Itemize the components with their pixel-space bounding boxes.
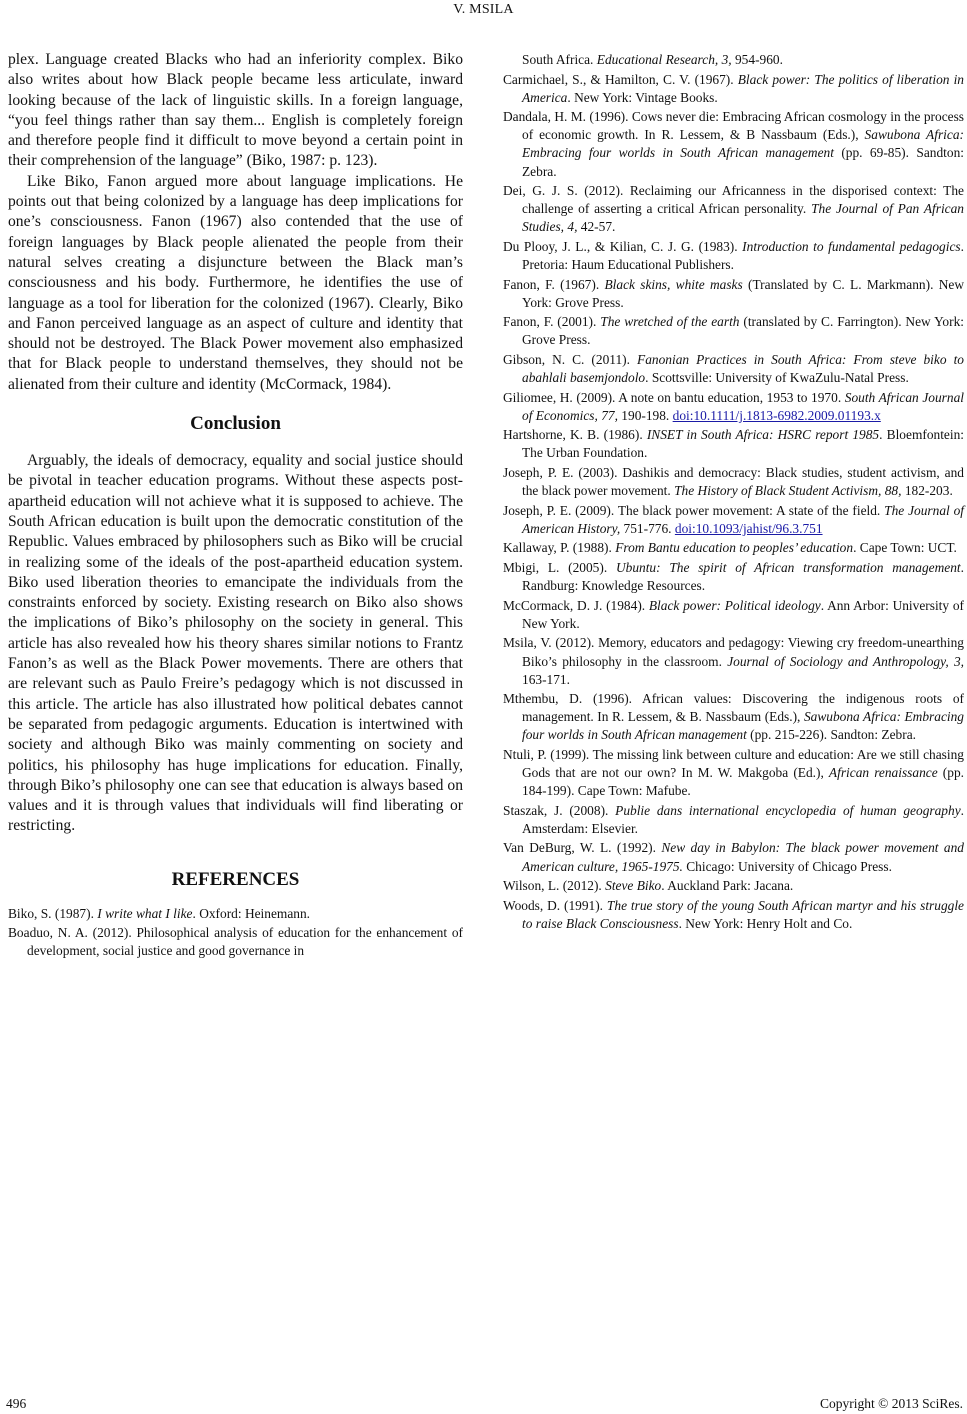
reference-text: (pp. 69-85). Sandton: Zebra.: [522, 145, 964, 179]
reference-title: The true story of the young South African martyr and his struggle to raise Black Consciousness: [522, 897, 964, 931]
reference-title: Educational Research, 3,: [596, 52, 732, 67]
reference-entry: [503, 313, 964, 349]
reference-entry: [503, 690, 964, 744]
reference-entry: [503, 426, 964, 462]
reference-title: Introduction to fundamental pedagogics: [742, 238, 961, 254]
reference-text: Ntuli, P. (1999). The missing link between culture and education: Are we still chasing Gods that are not our own? In M. W. Makgoba (Ed.),: [503, 746, 964, 781]
reference-title: The Journal of American History,: [522, 502, 964, 536]
body-paragraph: Like Biko, Fanon argued more about language implications. He points out that being colonized by a language has deep implications for one’s consciousness. Fanon (1967) also contended that the use of foreign languages by Black people alienated the people from their natural selves creating a disjuncture between the Black man’s consciousness and his body. Furthermore, he identifies the use of language as a tool for liberation for the colonized (1967). Clearly, Biko and Fanon perceived language as an aspect of culture and identity that should not be destroyed. The Black Power movement also emphasized that for Black people to understand themselves, they should not be alienated from their culture and identity (McCormack, 1984).: [8, 172, 463, 393]
reference-text: Mthembu, D. (1996). African values: Discovering the indigenous roots of management. In R. Lessem, & B. Nassbaum (Eds.),: [503, 691, 964, 725]
reference-title: Journal of Sociology and Anthropology, 3,: [727, 653, 964, 669]
reference-entry: [503, 71, 964, 107]
reference-text: Hartshorne, K. B. (1986).: [503, 427, 647, 443]
reference-entry: [503, 802, 964, 838]
reference-text: South Africa.: [522, 52, 597, 67]
reference-title: I write what I like: [97, 905, 193, 921]
reference-text: Fanon, F. (1967).: [503, 276, 605, 292]
reference-text: 954-960.: [731, 52, 783, 67]
reference-text: Staszak, J. (2008).: [503, 802, 616, 818]
reference-text: . Cape Town: UCT.: [853, 540, 957, 556]
reference-text: Joseph, P. E. (2003). Dashikis and democracy: Black studies, student activism, and the black power movement.: [503, 465, 964, 499]
reference-text: Giliomee, H. (2009). A note on bantu education, 1953 to 1970.: [503, 389, 845, 405]
reference-title: Fanonian Practices in South Africa: From steve biko to abahlali basemjondolo: [522, 352, 964, 386]
reference-title: Ubuntu: The spirit of African transformation management: [615, 560, 961, 576]
reference-continuation: [503, 51, 964, 69]
reference-title: New day in Babylon: The black power movement and American culture, 1965-1975.: [522, 840, 964, 874]
doi-link[interactable]: doi:10.1111/j.1813-6982.2009.01193.x: [672, 407, 881, 423]
reference-entry: [503, 877, 964, 895]
reference-entry: [503, 897, 964, 933]
copyright-notice: Copyright © 2013 SciRes.: [819, 1396, 963, 1411]
reference-text: Van DeBurg, W. L. (1992).: [503, 840, 662, 856]
conclusion-heading: Conclusion: [190, 413, 281, 435]
reference-entry: [503, 238, 964, 274]
reference-text: . Auckland Park: Jacana.: [661, 878, 794, 894]
reference-entry: [503, 634, 964, 688]
reference-text: 163-171.: [522, 671, 570, 687]
reference-text: Woods, D. (1991).: [503, 897, 607, 913]
reference-text: 751-776.: [620, 520, 675, 536]
reference-entry: [503, 559, 964, 595]
body-paragraph: plex. Language created Blacks who had an inferiority complex. Biko also writes about how Black people became less articulate, inward looking because of the lack of linguistic skills. In a foreign language, “you feel things rather than say them... English is completely foreign and therefore people find it difficult to move beyond a certain point in their comprehension of the language” (Biko, 1987: p. 123).: [8, 51, 463, 170]
reference-text: Joseph, P. E. (2009). The black power movement: A state of the field.: [503, 502, 885, 518]
reference-title: From Bantu education to peoples’ education: [615, 540, 854, 556]
reference-title: African renaissance: [828, 765, 938, 781]
reference-entry: [503, 746, 964, 800]
reference-text: . Amsterdam: Elsevier.: [522, 802, 964, 836]
reference-entry: [503, 502, 964, 538]
reference-title: Black power: Political ideology: [648, 597, 821, 613]
reference-title: Sawubona Africa: Embracing four worlds in South African management: [522, 127, 964, 161]
reference-text: . Oxford: Heinemann.: [192, 905, 311, 921]
reference-title: The History of Black Student Activism, 88,: [674, 483, 902, 499]
running-head: V. MSILA: [453, 2, 514, 17]
reference-entry: [503, 389, 964, 425]
reference-title: Black skins, white masks: [604, 276, 743, 292]
reference-entry: [503, 351, 964, 387]
reference-title: INSET in South Africa: HSRC report 1985: [646, 427, 880, 443]
reference-text: . Bloemfontein: The Urban Foundation.: [522, 427, 965, 461]
reference-text: Kallaway, P. (1988).: [503, 540, 616, 556]
references-list-left: [8, 905, 463, 961]
reference-text: . Scottsville: University of KwaZulu-Natal Press.: [645, 370, 909, 386]
reference-text: Dei, G. J. S. (2012). Reclaiming our Africanness in the disporised context: The challenge of asserting a critical African personality.: [503, 183, 964, 217]
reference-text: . New York: Vintage Books.: [567, 89, 718, 105]
conclusion-paragraph: Arguably, the ideals of democracy, equality and social justice should be pivotal in teacher education programs. Without these aspects post-apartheid education will not achieve what it is supposed to achieve. The South African education is built upon the democratic constitution of the Republic. Values embraced by philosophers such as Biko will be crucial in realizing some of the ideals of the post-apartheid education system. Biko used liberation theories to emancipate the individuals from the constraints enforced by society. Existing research on Biko also shows the implications of Biko’s philosophy on the society in general. This article has also revealed how his theory shares similar notions to Frantz Fanon’s as well as the Black Power movements. There are others that are relevant such as Paulo Freire’s pedagogy which is not discussed in this article. The article has also illustrated how political debates cannot be separated from pedagogic arguments. Education is intertwined with society and although Biko was mainly commenting on society and politics, his philosophy has huge implications for education. Finally, through Biko’s philosophy one can see that education is always based on values and it is through values that individuals will find liberating or restricting.: [8, 452, 463, 835]
reference-text: . Pretoria: Haum Educational Publishers.: [522, 238, 964, 273]
reference-text: Dandala, H. M. (1996). Cows never die: Embracing African cosmology in the process of economic growth. In R. Lessem, & B Nassbaum (Eds.),: [503, 109, 964, 143]
doi-link[interactable]: doi:10.1093/jahist/96.3.751: [674, 520, 823, 536]
reference-title: Publie dans international encyclopedia of human geography: [615, 802, 961, 818]
right-column: [503, 51, 964, 934]
reference-text: Mbigi, L. (2005).: [503, 560, 616, 576]
reference-entry: [503, 839, 964, 875]
reference-entry: [503, 597, 964, 633]
reference-title: Black power: The politics of liberation in America: [522, 71, 965, 105]
reference-entry: [503, 276, 964, 312]
reference-text: Gibson, N. C. (2011).: [503, 352, 638, 367]
reference-text: . New York: Henry Holt and Co.: [678, 915, 853, 931]
reference-text: Wilson, L. (2012).: [503, 878, 606, 894]
reference-text: 42-57.: [577, 219, 616, 235]
references-list-right: [503, 71, 964, 933]
reference-entry: [8, 905, 463, 923]
reference-text: . Ann Arbor: University of New York.: [522, 597, 964, 631]
reference-text: (Translated by C. L. Markmann). New York: Grove Press.: [522, 276, 964, 310]
reference-entry: [503, 539, 964, 557]
reference-text: 190-198.: [617, 407, 673, 423]
reference-text: McCormack, D. J. (1984).: [503, 597, 649, 613]
reference-text: 182-203.: [901, 483, 953, 499]
reference-entry: [503, 182, 964, 236]
reference-text: . Randburg: Knowledge Resources.: [522, 560, 965, 594]
reference-title: The Journal of Pan African Studies, 4,: [522, 201, 965, 235]
reference-text: Biko, S. (1987).: [8, 905, 98, 921]
reference-title: The wretched of the earth: [600, 314, 740, 330]
reference-title: Steve Biko: [605, 878, 662, 894]
reference-text: Du Plooy, J. L., & Kilian, C. J. G. (1983).: [503, 238, 743, 254]
reference-text: Boaduo, N. A. (2012). Philosophical analysis of education for the enhancement of development, social justice and good governance in: [8, 925, 463, 959]
references-heading: REFERENCES: [171, 868, 300, 890]
reference-title: South African Journal of Economics, 77,: [522, 389, 964, 423]
reference-text: Fanon, F. (2001).: [503, 314, 601, 330]
reference-entry: [8, 924, 463, 960]
reference-title: Sawubona Africa: Embracing four worlds in South African management: [522, 709, 965, 743]
reference-text: Msila, V. (2012). Memory, educators and pedagogy: Viewing cry freedom-unearthing Biko’s philosophy in the classroom.: [503, 635, 964, 669]
left-column: [8, 50, 463, 962]
reference-text: (pp. 184-199). Cape Town: Mafube.: [522, 765, 964, 799]
page-number: 496: [6, 1396, 27, 1411]
reference-text: Chicago: University of Chicago Press.: [682, 858, 892, 874]
reference-entry: [503, 464, 964, 500]
reference-entry: [503, 108, 964, 180]
reference-text: (translated by C. Farrington). New York: Grove Press.: [522, 314, 964, 348]
reference-text: (pp. 215-226). Sandton: Zebra.: [746, 727, 917, 743]
reference-text: Carmichael, S., & Hamilton, C. V. (1967).: [503, 71, 738, 87]
